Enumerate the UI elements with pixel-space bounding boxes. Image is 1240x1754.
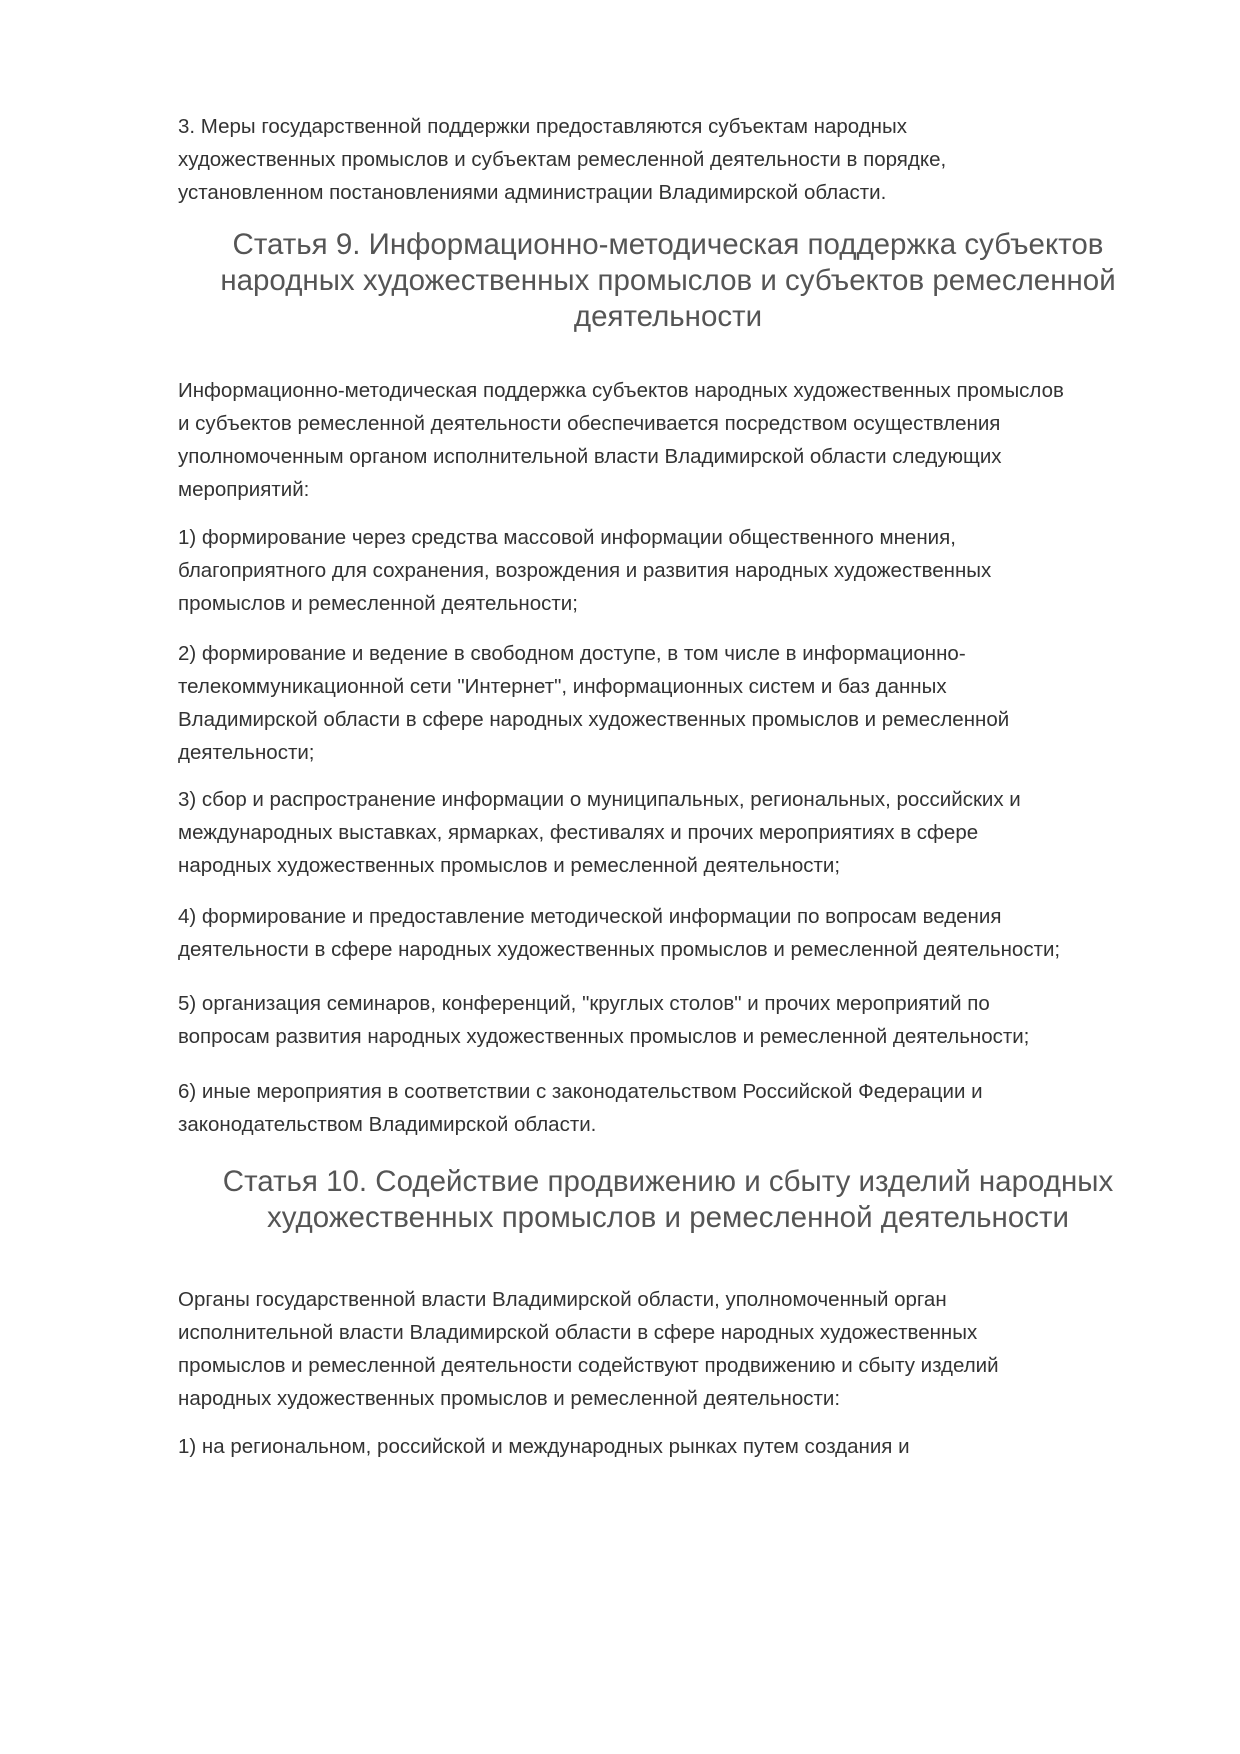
paragraph-article-10-intro: Органы государственной власти Владимирской области, уполномоченный орган исполнительной власти Владимирской области в сфере народных художественных промыслов и ремесленной деятельности содействуют продвижению и сбыту изделий народных художественных промыслов и ремесленной деятельности: [178, 1288, 999, 1410]
list-item-5: 5) организация семинаров, конференций, "круглых столов" и прочих мероприятий по вопросам развития народных художественных промыслов и ремесленной деятельности; [178, 992, 1030, 1048]
article-10-heading: Статья 10. Содействие продвижению и сбыту изделий народных художественных промыслов и ремесленной деятельности [222, 1165, 1114, 1234]
list-item-6: 6) иные мероприятия в соответствии с законодательством Российской Федерации и законодательством Владимирской области. [178, 1080, 983, 1136]
list-item-3: 3) сбор и распространение информации о муниципальных, региональных, российских и международных выставках, ярмарках, фестивалях и прочих мероприятиях в сфере народных художественных промыслов и ремесленной деятельности; [178, 788, 1021, 877]
list-item-article-10-1: 1) на региональном, российской и международных рынках путем создания и [178, 1435, 910, 1458]
paragraph-article-9-intro: Информационно-методическая поддержка субъектов народных художественных промыслов и субъектов ремесленной деятельности обеспечивается посредством осуществления уполномоченным органом исполнительной власти Владимирской области следующих мероприятий: [178, 379, 1064, 501]
paragraph-support-measures: 3. Меры государственной поддержки предоставляются субъектам народных художественных промыслов и субъектам ремесленной деятельности в порядке, установленном постановлениями администрации Владимирской области. [178, 115, 947, 204]
list-item-1: 1) формирование через средства массовой информации общественного мнения, благоприятного для сохранения, возрождения и развития народных художественных промыслов и ремесленной деятельности; [178, 526, 992, 615]
article-9-heading: Статья 9. Информационно-методическая поддержка субъектов народных художественных промыслов и субъектов ремесленной деятельности [220, 228, 1116, 333]
list-item-2: 2) формирование и ведение в свободном доступе, в том числе в информационно- телекоммуникационной сети "Интернет", информационных систем и баз данных Владимирской области в сфере народных художественных промыслов и ремесленной деятельности; [178, 642, 1010, 764]
list-item-4: 4) формирование и предоставление методической информации по вопросам ведения деятельности в сфере народных художественных промыслов и ремесленной деятельности; [178, 905, 1061, 961]
